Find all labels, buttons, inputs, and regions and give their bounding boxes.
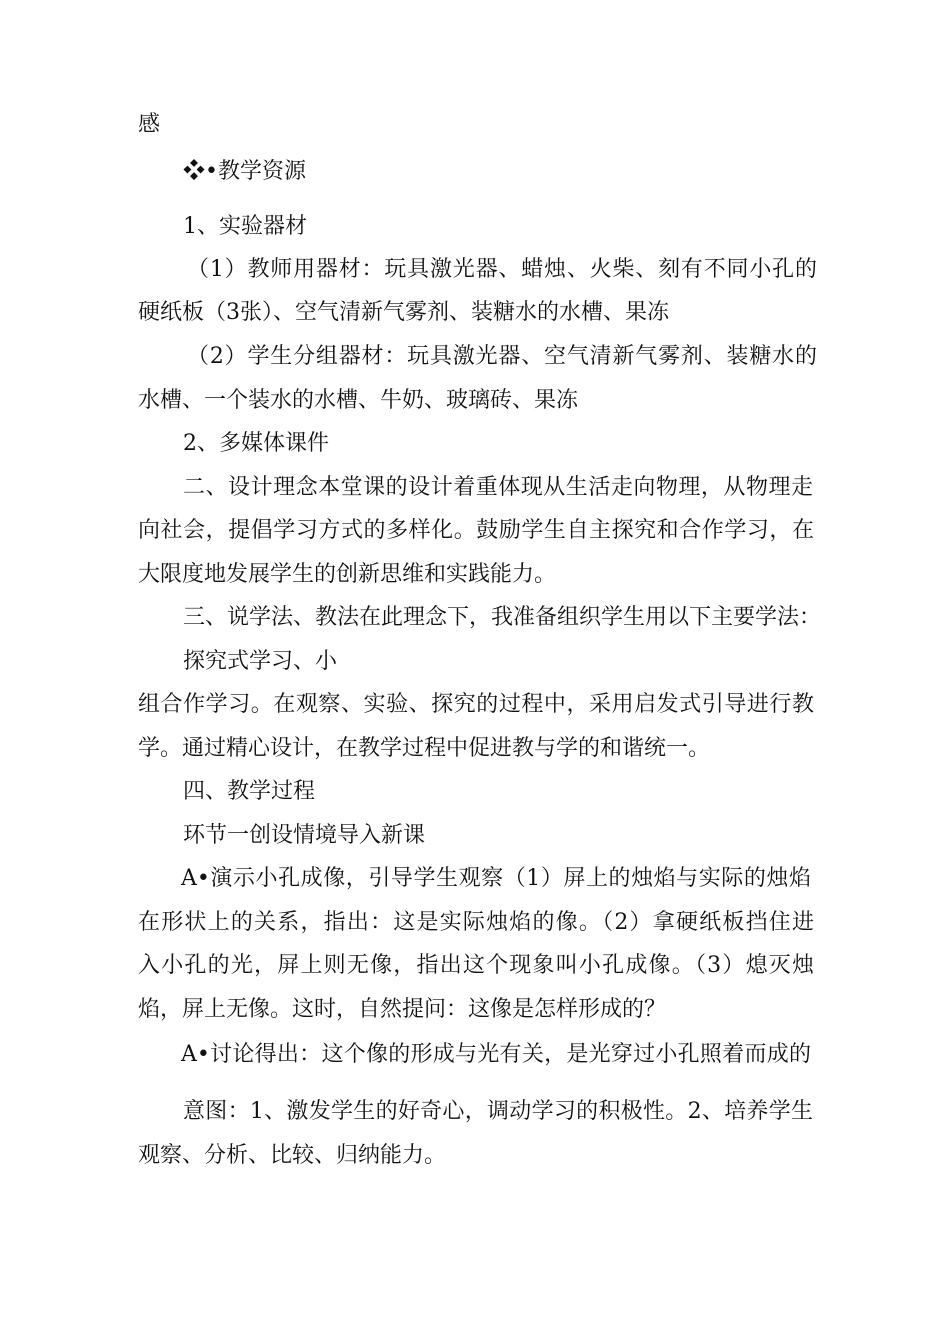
text-line: 焰，屏上无像。这时，自然提问：这像是怎样形成的？ (138, 997, 667, 1022)
text-line: 二、设计理念本堂课的设计着重体现从生活走向物理，从物理走 (183, 475, 813, 500)
text-line: 水槽、一个装水的水槽、牛奶、玻璃砖、果冻 (138, 388, 579, 413)
text-line: （2）学生分组器材：玩具激光器、空气清新气雾剂、装糖水的 (187, 344, 817, 369)
text-line: 1、实验器材 (183, 214, 307, 239)
section-heading: ❖•教学资源 (183, 159, 306, 184)
text-line: A•讨论得出：这个像的形成与光有关，是光穿过小孔照着而成的 (181, 1042, 811, 1067)
text-line: 学。通过精心设计，在教学过程中促进教与学的和谐统一。 (138, 736, 711, 761)
text-line: 组合作学习。在观察、实验、探究的过程中，采用启发式引导进行教 (138, 692, 814, 717)
text-line: 入小孔的光，屏上则无像，指出这个现象叫小孔成像。（3）熄灭烛 (138, 953, 814, 978)
text-line: 四、教学过程 (183, 779, 316, 804)
text-line: 三、说学法、教法在此理念下，我准备组织学生用以下主要学法： (183, 605, 822, 630)
text-line: 感 (138, 112, 161, 137)
text-line: 观察、分析、比较、归纳能力。 (138, 1143, 447, 1168)
text-line: 2、多媒体课件 (183, 431, 329, 456)
text-line: （1）教师用器材：玩具激光器、蜡烛、火柴、刻有不同小孔的 (187, 257, 817, 282)
text-line: 向社会，提倡学习方式的多样化。鼓励学生自主探究和合作学习，在 (138, 518, 814, 543)
text-line: 大限度地发展学生的创新思维和实践能力。 (138, 562, 557, 587)
text-line: 意图：1、激发学生的好奇心，调动学习的积极性。2、培养学生 (183, 1099, 813, 1124)
text-line: A•演示小孔成像，引导学生观察（1）屏上的烛焰与实际的烛焰 (181, 866, 811, 891)
text-line: 在形状上的关系，指出：这是实际烛焰的像。（2）拿硬纸板挡住进 (138, 910, 814, 935)
text-line: 环节一创设情境导入新课 (183, 823, 426, 848)
text-line: 硬纸板（3张）、空气清新气雾剂、装糖水的水槽、果冻 (138, 300, 669, 325)
text-line: 探究式学习、小 (183, 649, 338, 674)
